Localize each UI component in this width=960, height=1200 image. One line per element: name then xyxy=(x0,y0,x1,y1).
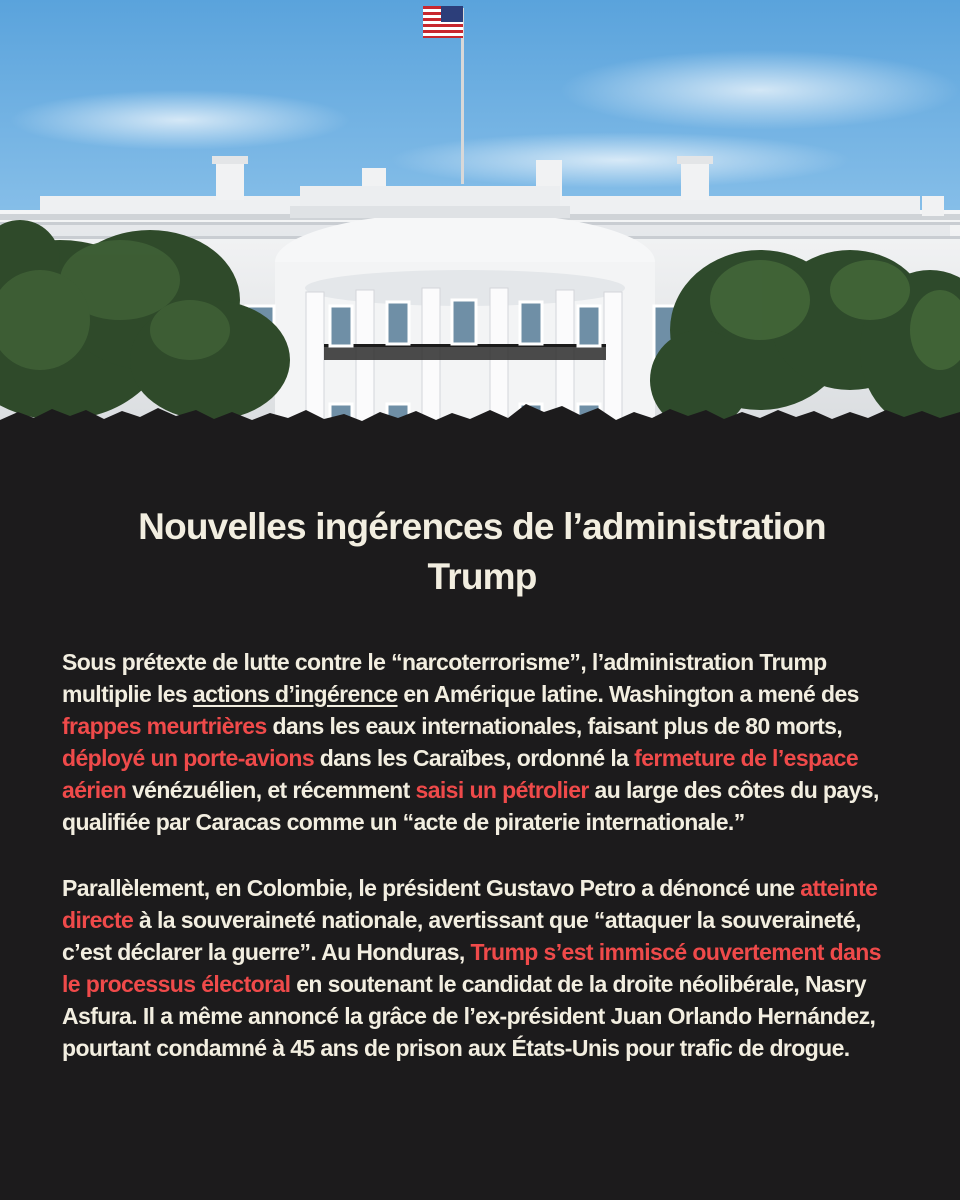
white-house-hero-image xyxy=(0,0,960,440)
highlight-processus-electoral: Trump s’est immiscé ouvertement dans le processus électoral xyxy=(62,939,881,997)
p1-text-1: Sous prétexte de lutte contre le “narcoterrorisme”, l’administration Trump multiplie les xyxy=(62,649,827,707)
highlight-atteinte-directe: atteinte directe xyxy=(62,875,878,933)
p1-text-5: vénézuélien, et récemment xyxy=(126,777,416,803)
p2-text-1: Parallèlement, en Colombie, le président Gustavo Petro a dénoncé une xyxy=(62,875,801,901)
highlight-petrolier: saisi un pétrolier xyxy=(415,777,589,803)
link-actions-ingerence[interactable]: actions d’ingérence xyxy=(192,681,398,707)
p2-text-2: à la souveraineté nationale, avertissant que “attaquer la souveraineté, c’est déclarer la guerre”. Au Honduras, xyxy=(62,907,861,965)
p1-text-3: dans les eaux internationales, faisant plus de 80 morts, xyxy=(266,713,843,739)
article xyxy=(62,502,902,1098)
title-line-2: Trump xyxy=(427,556,537,597)
highlight-frappes: frappes meurtrières xyxy=(62,713,267,739)
highlight-espace-aerien: fermeture de l’espace aérien xyxy=(62,745,859,803)
p1-text-6: au large des côtes du pays, qualifiée par Caracas comme un “acte de piraterie internationale.” xyxy=(62,777,879,835)
article-title xyxy=(62,502,902,602)
paragraph-2 xyxy=(62,872,902,1064)
title-line-1: Nouvelles ingérences de l’administration xyxy=(138,506,826,547)
p2-text-3: en soutenant le candidat de la droite néolibérale, Nasry Asfura. Il a même annoncé la grâce de l’ex-président Juan Orlando Hernández, pourtant condamné à 45 ans de prison aux États-Unis pour trafic de drogue. xyxy=(62,971,876,1061)
p1-text-4: dans les Caraïbes, ordonné la xyxy=(314,745,635,771)
paragraph-1 xyxy=(62,646,902,838)
p1-text-2: en Amérique latine. Washington a mené des xyxy=(397,681,859,707)
us-flag-icon xyxy=(423,6,463,38)
highlight-porte-avions: déployé un porte-avions xyxy=(62,745,315,771)
